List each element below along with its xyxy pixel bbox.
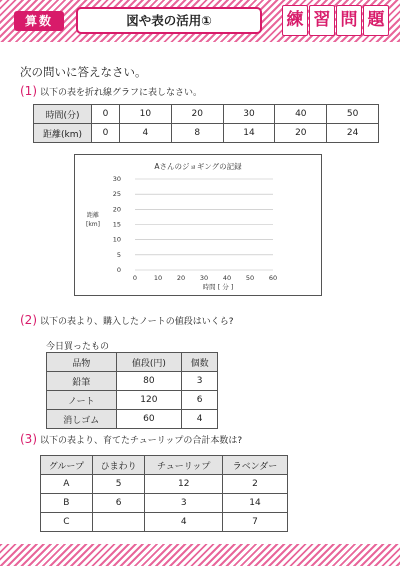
practice-char: 習	[309, 5, 335, 36]
footer-stripe	[0, 544, 400, 566]
instruction: 次の問いに答えなさい。	[20, 65, 147, 79]
question-text: 以下の表を折れ線グラフに表しなさい。	[40, 88, 203, 98]
table-cell: 20	[275, 124, 327, 143]
practice-char: 練	[282, 5, 308, 36]
question-number: (2)	[20, 313, 37, 327]
table-cell: 40	[275, 105, 327, 124]
chart-title: Aさんのジョギングの記録	[154, 162, 242, 171]
x-tick-label: 50	[245, 274, 255, 282]
question-number: (1)	[20, 84, 37, 98]
y-tick-label: 25	[112, 190, 121, 199]
table-cell: 14	[223, 124, 275, 143]
worksheet-title: 図や表の活用①	[76, 7, 262, 34]
x-tick-label: 30	[199, 274, 209, 282]
subject-badge: 算数	[14, 11, 64, 31]
table-cell: 3	[145, 494, 222, 513]
table-row	[34, 105, 379, 124]
table-cell: ノート	[47, 391, 117, 410]
column-header: 品物	[47, 353, 117, 372]
practice-char: 題	[363, 5, 389, 36]
practice-label	[282, 5, 389, 36]
table-row	[47, 410, 218, 429]
y-tick-label: 10	[112, 235, 121, 244]
table-caption: 今日買ったもの	[46, 342, 110, 352]
purchase-table	[46, 352, 218, 429]
table-cell: 80	[116, 372, 182, 391]
table-cell: 30	[223, 105, 275, 124]
table-cell: B	[41, 494, 93, 513]
practice-char: 問	[336, 5, 362, 36]
y-tick-label: 30	[112, 175, 121, 183]
x-tick-label: 20	[176, 274, 186, 282]
table-cell: 6	[92, 494, 145, 513]
row-header: 時間(分)	[34, 105, 92, 124]
flower-table	[40, 455, 288, 532]
question-3	[20, 432, 242, 446]
table-cell: 8	[171, 124, 223, 143]
table-cell: 60	[116, 410, 182, 429]
question-text: 以下の表より、育てたチューリップの合計本数は?	[40, 436, 243, 446]
table-cell: 3	[182, 372, 218, 391]
x-tick-label: 60	[268, 274, 278, 282]
y-tick-label: 5	[116, 250, 121, 259]
column-header: ひまわり	[92, 456, 145, 475]
y-tick-label: 15	[112, 220, 121, 229]
y-tick-label: 0	[116, 266, 121, 274]
column-header: チューリップ	[145, 456, 222, 475]
column-header: 値段(円)	[116, 353, 182, 372]
table-cell: 120	[116, 391, 182, 410]
y-axis-unit: [km]	[85, 221, 101, 228]
table-row	[34, 124, 379, 143]
y-axis-label: 距離	[86, 212, 100, 219]
table-cell: 4	[182, 410, 218, 429]
table-cell: 2	[222, 475, 287, 494]
table-cell: 鉛筆	[47, 372, 117, 391]
table-cell: 6	[182, 391, 218, 410]
table-cell: 7	[222, 513, 287, 532]
table-cell: 消しゴム	[47, 410, 117, 429]
table-cell	[92, 513, 145, 532]
table-row	[41, 513, 288, 532]
table-cell: 0	[92, 105, 120, 124]
table-cell: 4	[145, 513, 222, 532]
table-header-row	[41, 456, 288, 475]
table-cell: 4	[120, 124, 172, 143]
table-cell: C	[41, 513, 93, 532]
question-2	[20, 313, 234, 327]
table-cell: 20	[171, 105, 223, 124]
x-tick-label: 10	[153, 274, 163, 282]
x-tick-label: 40	[222, 274, 232, 282]
jogging-chart[interactable]	[75, 155, 321, 295]
table-row	[47, 372, 218, 391]
y-tick-label: 20	[112, 205, 121, 214]
time-distance-table	[33, 104, 379, 143]
table-cell: A	[41, 475, 93, 494]
question-text: 以下の表より、購入したノートの値段はいくら?	[40, 317, 234, 327]
row-header: 距離(km)	[34, 124, 92, 143]
table-cell: 10	[120, 105, 172, 124]
line-graph-frame	[74, 154, 322, 296]
question-number: (3)	[20, 432, 37, 446]
x-axis-label: 時間 [ 分 ]	[202, 283, 234, 291]
table-header-row	[47, 353, 218, 372]
table-row	[41, 475, 288, 494]
table-cell: 14	[222, 494, 287, 513]
column-header: ラベンダー	[222, 456, 287, 475]
table-cell: 5	[92, 475, 145, 494]
column-header: 個数	[182, 353, 218, 372]
x-tick-label: 0	[132, 274, 138, 282]
table-cell: 24	[327, 124, 379, 143]
column-header: グループ	[41, 456, 93, 475]
table-cell: 0	[92, 124, 120, 143]
table-cell: 50	[327, 105, 379, 124]
table-row	[47, 391, 218, 410]
question-1	[20, 84, 202, 98]
table-cell: 12	[145, 475, 222, 494]
table-row	[41, 494, 288, 513]
